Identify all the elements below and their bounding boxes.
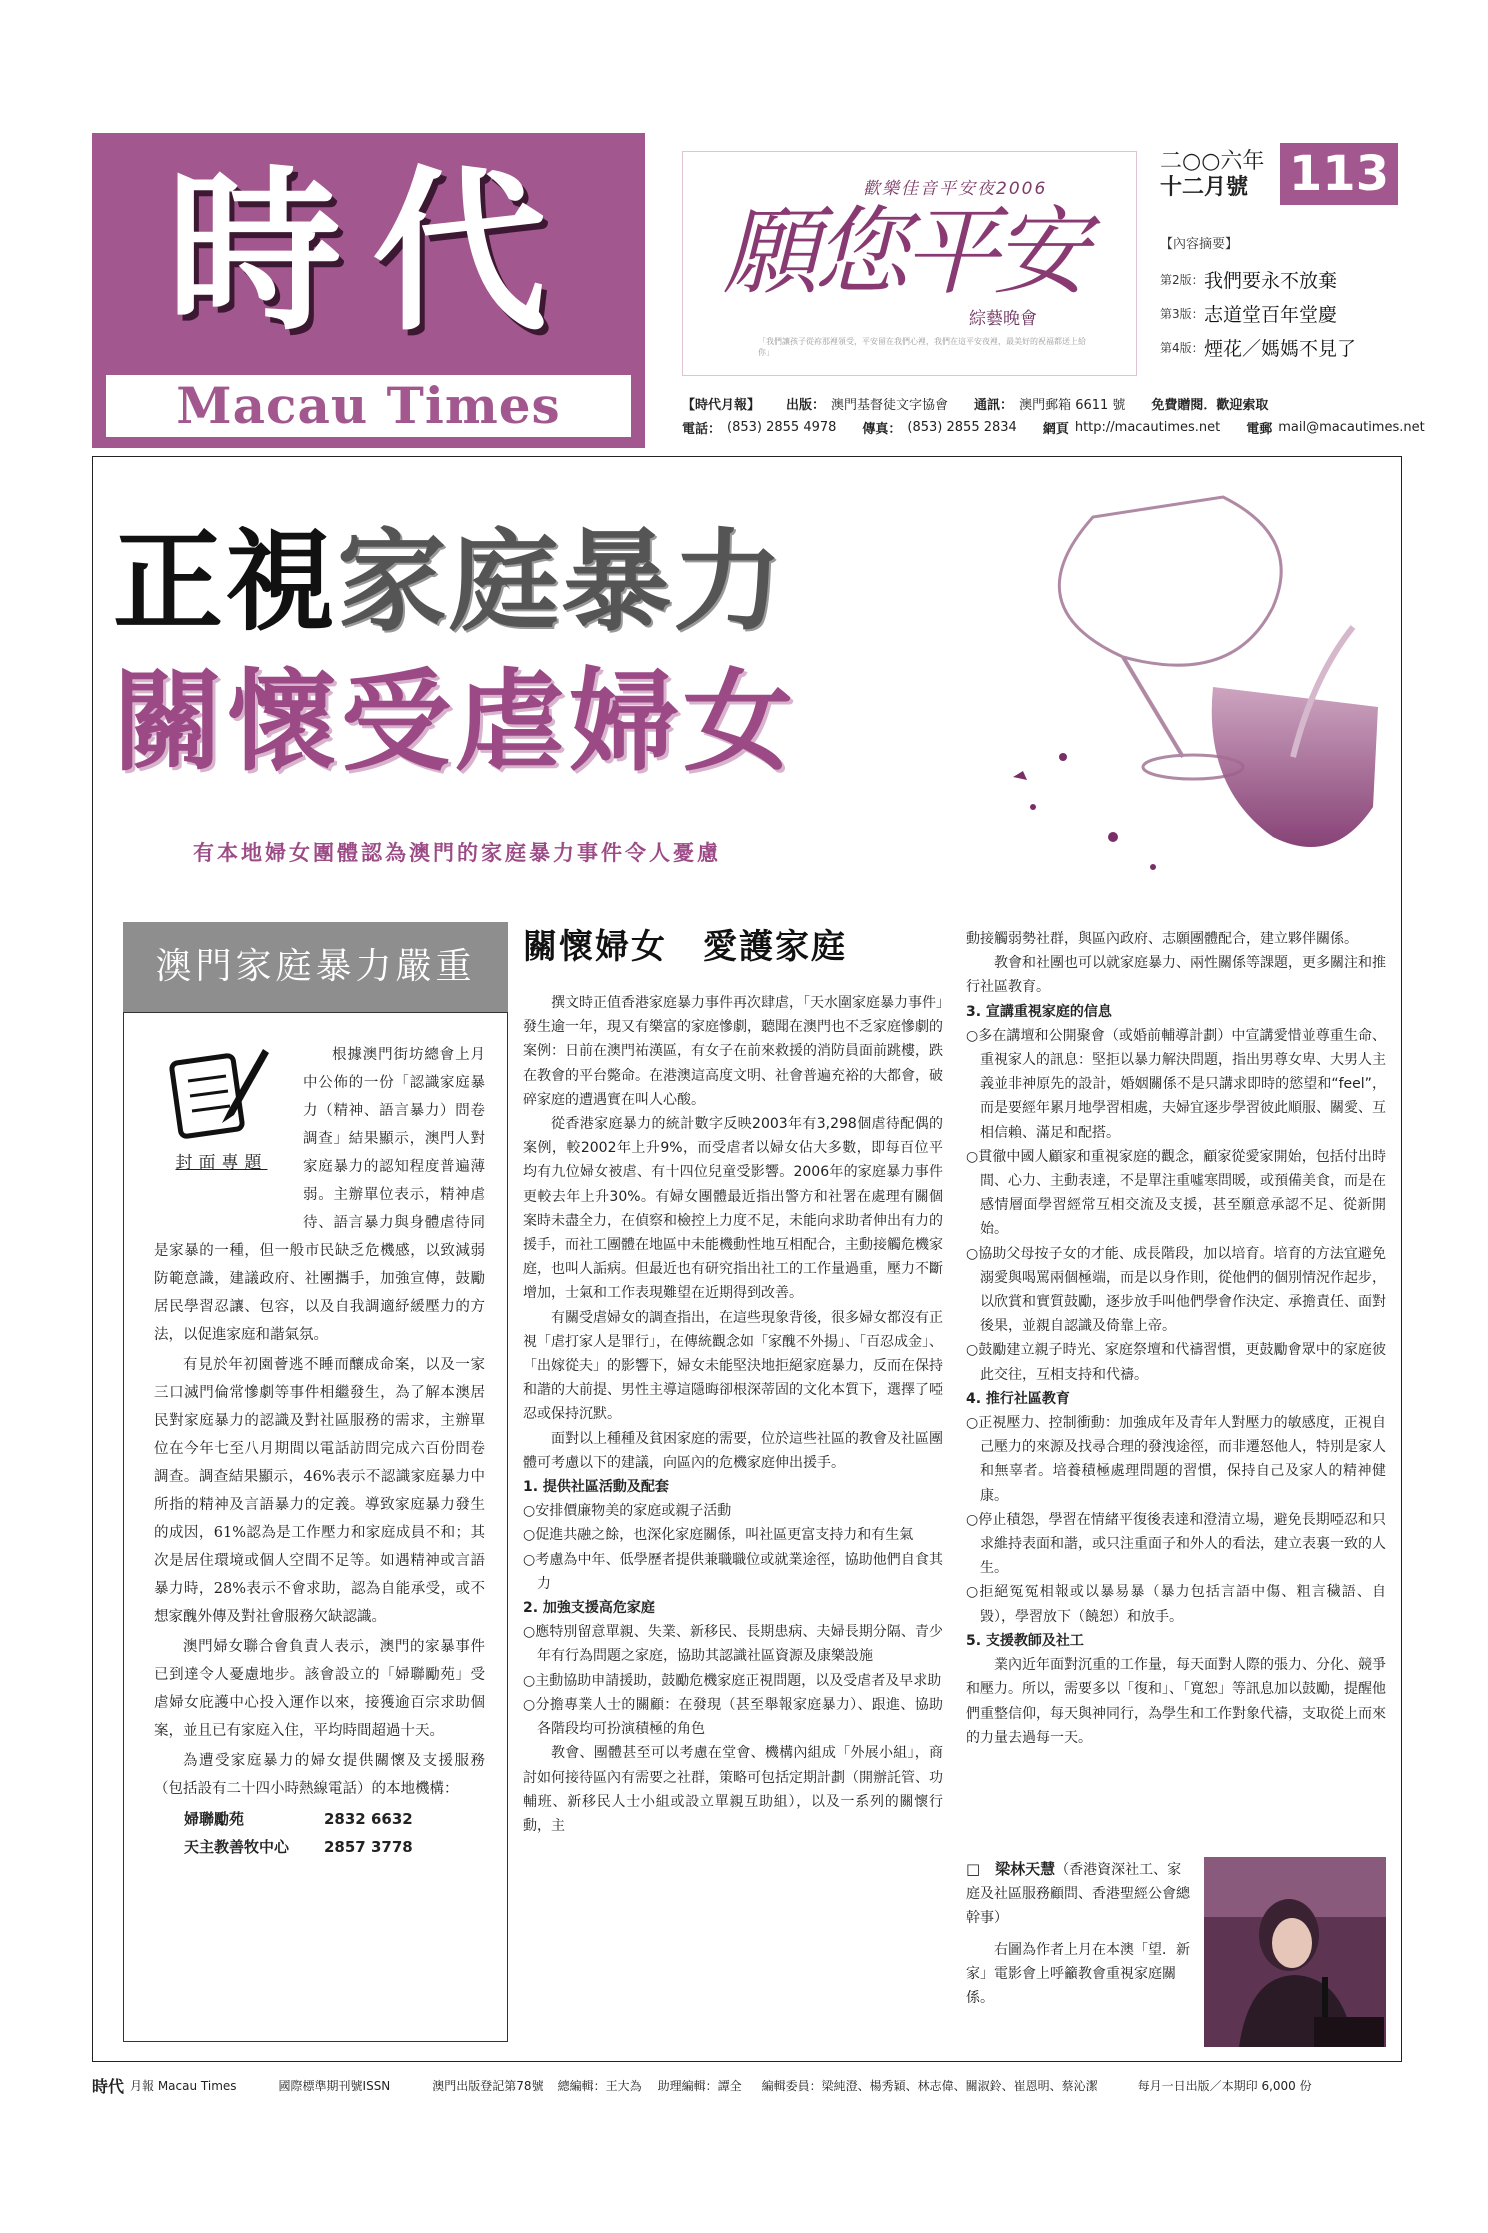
- web-link[interactable]: http://macautimes.net: [1074, 419, 1221, 435]
- list-item: ○協助父母按子女的才能、成長階段，加以培育。培育的方法宜避免溺愛與喝罵兩個極端，而是以身作則，從他們的個別情況作起步，以欣賞和實質鼓勵，逐步放手叫他們學會作決定、承擔責任、面對後果，並親自認識及倚靠上帝。: [966, 1245, 1386, 1335]
- banner-event-name: 歡樂佳音平安夜2006: [863, 179, 1048, 199]
- list-item: ○促進共融之餘，也深化家庭關係，叫社區更富支持力和有生氣: [523, 1527, 914, 1544]
- banner-title: 願您平安: [723, 196, 1083, 308]
- publisher: 澳門基督徒文字協會: [831, 397, 949, 413]
- web-label: 網頁: [1042, 421, 1069, 437]
- email-label: 電郵: [1246, 421, 1273, 437]
- article-paragraph: 動接觸弱勢社群，與區內政府、志願團體配合，建立夥伴關係。: [966, 931, 1358, 947]
- banner-fine-print: 「我們讓孩子從祢那裡領受，平安留在我們心裡，我們在這平安夜裡，最美好的祝福都送上給你」: [758, 337, 1086, 357]
- sidebar-paragraph: 澳門婦女聯合會負責人表示，澳門的家暴事件已到達令人憂慮地步。該會設立的「婦聯勵苑」受虐婦女庇護中心投入運作以來，接獲逾百宗求助個案，並且已有家庭入住，平均時間超過十天。: [154, 1639, 485, 1739]
- list-item: ○主動協助申請援助，鼓勵危機家庭正視問題，以及受虐者及早求助: [523, 1672, 942, 1689]
- sidebar-header: [123, 922, 508, 1012]
- main-frame: [92, 456, 1402, 2062]
- footer-registration: 澳門出版登記第78號: [432, 2078, 544, 2093]
- service-row: [154, 1805, 485, 1833]
- fax-number: (853) 2855 2834: [907, 419, 1017, 435]
- logo-english: Macau Times: [176, 376, 561, 435]
- author-name: □ 梁林天慧: [966, 1860, 1056, 1878]
- article-column-2: [966, 927, 1386, 2057]
- article-title: 關懷婦女 愛護家庭: [523, 927, 847, 967]
- feature-label: 封面專題: [175, 1153, 268, 1173]
- toc-page: 第3版：: [1160, 306, 1204, 321]
- logo-box: [92, 133, 645, 448]
- toc-page: 第4版：: [1160, 340, 1204, 355]
- service-phone: 2832 6632: [324, 1810, 413, 1828]
- footer-paper: 月報 Macau Times: [130, 2078, 237, 2093]
- toc-page: 第2版：: [1160, 272, 1204, 287]
- section-heading: 5. 支援教師及社工: [966, 1632, 1084, 1649]
- list-item: ○貫徹中國人顧家和重視家庭的觀念，顧家從愛家開始，包括付出時間、心力、主動表達，不是單注重噓寒問暖，或預備美食，而是在感情層面學習經常互相交流及支援，甚至願意承認不足、從新開始。: [966, 1148, 1386, 1238]
- mail-address: 澳門郵箱 6611 號: [1019, 397, 1126, 413]
- contents-summary: [1160, 233, 1400, 364]
- contents-heading: 【內容摘要】: [1160, 237, 1239, 252]
- author-box: [966, 1857, 1191, 2010]
- fax-label: 傳真：: [862, 421, 902, 437]
- wine-glass-illustration: [973, 457, 1393, 897]
- footer-issn: 國際標準期刊號ISSN: [278, 2078, 391, 2093]
- article-paragraph: 撰文時正值香港家庭暴力事件再次肆虐，「天水圍家庭暴力事件」發生逾一年，現又有樂富的家庭慘劇，聽聞在澳門也不乏家庭慘劇的案例：日前在澳門祐漢區，有女子在前來救援的消防員面前跳樓，跌在教會的平台斃命。在港澳這高度文明、社會普遍充裕的大都會，破碎家庭的遭遇實在叫人心酸。: [523, 995, 943, 1108]
- footer: [92, 2072, 1402, 2098]
- author-photo: [1204, 1857, 1386, 2047]
- service-name: 天主教善牧中心: [184, 1838, 290, 1856]
- issue-date: [1160, 149, 1280, 201]
- toc-item: [1160, 262, 1400, 296]
- author-bio: （香港資深社工、家庭及社區服務顧問、香港聖經公會總幹事）: [966, 1862, 1190, 1926]
- article-column-1: [523, 917, 943, 2057]
- list-item: ○安排價廉物美的家庭或親子活動: [523, 1503, 732, 1520]
- footer-committee: 編輯委員：梁純澄、楊秀穎、林志偉、關淑鈴、崔恩明、蔡沁潔: [761, 2078, 1098, 2093]
- sidebar-title: 澳門家庭暴力嚴重: [155, 946, 476, 987]
- toc-item: [1160, 330, 1400, 364]
- issue-number-box: [1280, 143, 1398, 205]
- headline-line-1b: 家庭暴力: [337, 518, 785, 646]
- publisher-label: 出版：: [786, 397, 826, 413]
- section-heading: 3. 宣講重視家庭的信息: [966, 1003, 1112, 1020]
- headline-line-1: [113, 517, 785, 647]
- headline-area: [113, 457, 1383, 897]
- tel-number: (853) 2855 4978: [727, 419, 837, 435]
- footer-editor: 總編輯：王大為: [557, 2078, 642, 2093]
- article-paragraph: 有關受虐婦女的調查指出，在這些現象背後，很多婦女都沒有正視「虐打家人是罪行」，在傳統觀念如「家醜不外揚」、「百忍成金」、「出嫁從夫」的影響下，婦女未能堅決地拒絕家庭暴力，反而在保持和諧的大前提、男性主導這隱晦卻根深蒂固的文化本質下，選擇了啞忍或保持沉默。: [523, 1309, 943, 1423]
- mail-label: 通訊：: [974, 397, 1014, 413]
- section-heading: 4. 推行社區教育: [966, 1390, 1070, 1407]
- toc-title: 煙花／媽媽不見了: [1204, 337, 1357, 360]
- publication-info: [682, 391, 1425, 441]
- headline-line-2: 關懷受虐婦女: [113, 658, 797, 786]
- article-paragraph: 面對以上種種及貧困家庭的需要，位於這些社區的教會及社區團體可考慮以下的建議，向區內的危機家庭伸出援手。: [523, 1430, 943, 1471]
- feature-icon-block: [154, 1041, 289, 1221]
- section-heading: 1. 提供社區活動及配套: [523, 1479, 669, 1496]
- sidebar-paragraph: 根據澳門街坊總會上月中公佈的一份「認識家庭暴力（精神、語言暴力）問卷調查」結果顯示，澳門人對家庭暴力的認知程度普遍薄弱。主辦單位表示，精神虐待、語言暴力與身體虐待同是家暴的一種，但一般市民缺乏危機感，以致減弱防範意識，建議政府、社團攜手，加強宣傳，鼓勵居民學習忍讓、包容，以及自我調適紓緩壓力的方法，以促進家庭和諧氣氛。: [154, 1047, 485, 1343]
- service-phone: 2857 3778: [324, 1838, 413, 1856]
- article-paragraph: 教會、團體甚至可以考慮在堂會、機構內組成「外展小組」，商討如何接待區內有需要之社群，策略可包括定期計劃（開辦託管、功輔班、新移民人士小組或設立單親互助組），以及一系列的關懷行動，主: [523, 1745, 943, 1834]
- list-item: ○分擔專業人士的關顧：在發現（甚至舉報家庭暴力）、跟進、協助各階段均可扮演積極的角色: [523, 1696, 943, 1738]
- list-item: ○應特別留意單親、失業、新移民、長期患病、夫婦長期分隔、青少年有行為問題之家庭，協助其認識社區資源及康樂設施: [523, 1624, 943, 1665]
- photo-caption: 右圖為作者上月在本澳「望．新家」電影會上呼籲教會重視家庭關係。: [966, 1942, 1190, 2006]
- list-item: ○拒絕冤冤相報或以暴易暴（暴力包括言語中傷、粗言穢語、自毀），學習放下（饒恕）和放手。: [966, 1584, 1386, 1625]
- notebook-pen-icon: [168, 1041, 278, 1141]
- article-paragraph: 教會和社團也可以就家庭暴力、兩性關係等課題，更多關注和推行社區教育。: [966, 955, 1386, 996]
- sidebar-body: [123, 1012, 508, 2042]
- article-body-continued: [966, 927, 1386, 1750]
- list-item: ○多在講壇和公開聚會（或婚前輔導計劃）中宣講愛惜並尊重生命、重視家人的訊息：堅拒以暴力解決問題，指出男尊女卑、大男人主義並非神原先的設計，婚姻關係不是只講求即時的慾望和“feel”，而是要經年累月地學習相處，夫婦宜逐步學習彼此順服、關愛、互相信賴、滿足和配搭。: [966, 1027, 1386, 1141]
- info-row-1: [682, 391, 1402, 415]
- issue-month: 十二月號: [1160, 175, 1249, 200]
- sidebar-paragraph: 有見於年初園薈逃不睡而釀成命案，以及一家三口滅門倫常慘劇等事件相繼發生，為了解本澳居民對家庭暴力的認識及對社區服務的需求，主辦單位在今年七至八月期間以電話訪問完成六百份問卷調查。調查結果顯示，46%表示不認識家庭暴力中所指的精神及言語暴力的定義。導致家庭暴力發生的成因，61%認為是工作壓力和家庭成員不和；其次是居住環境或個人空間不足等。如遇精神或言語暴力時，28%表示不會求助，認為自能承受，或不想家醜外傳及對社會服務欠缺認識。: [154, 1357, 485, 1625]
- email-link[interactable]: mail@macautimes.net: [1278, 419, 1425, 435]
- tel-label: 電話：: [682, 421, 722, 437]
- list-item: ○停止積怨，學習在情緒平復後表達和澄清立場，避免長期啞忍和只求維持表面和諧，或只注重面子和外人的看法，建立表裏一致的人生。: [966, 1511, 1386, 1577]
- free-copy-note: 免費贈閱．歡迎索取: [1151, 397, 1269, 413]
- toc-item: [1160, 296, 1400, 330]
- article-paragraph: 從香港家庭暴力的統計數字反映2003年有3,298個虐待配偶的案例，較2002年上升9%，而受虐者以婦女佔大多數，即每百位平均有九位婦女被虐、有十四位兒童受影響。2006年的家庭暴力事件更較去年上升30%。有婦女團體最近指出警方和社署在處理有關個案時未盡全力，在偵察和檢控上力度不足，未能向求助者伸出有力的援手，而社工團體在地區中未能機動性地互相配合，主動接觸危機家庭，也叫人詬病。但最近也有研究指出社工的工作量過重，壓力不斷增加，士氣和工作表現難望在近期得到改善。: [523, 1116, 943, 1302]
- headline-line-1a: 正視: [113, 518, 337, 646]
- article-body: [523, 991, 943, 1838]
- issue-number: 113: [1288, 146, 1390, 202]
- banner-subtitle: 綜藝晚會: [969, 309, 1037, 329]
- toc-title: 我們要永不放棄: [1204, 269, 1338, 292]
- logo-chinese: 時代: [167, 150, 577, 355]
- list-item: ○考慮為中年、低學歷者提供兼職職位或就業途徑，協助他們自食其力: [523, 1551, 943, 1592]
- list-item: ○鼓勵建立親子時光、家庭祭壇和代禱習慣，更鼓勵會眾中的家庭彼此交往，互相支持和代禱。: [966, 1342, 1386, 1383]
- info-row-2: [682, 415, 1425, 439]
- footer-logo: 時代: [92, 2076, 125, 2096]
- service-row: [154, 1833, 485, 1861]
- sidebar-column: [123, 922, 508, 2042]
- toc-title: 志道堂百年堂慶: [1204, 303, 1338, 326]
- list-item: ○正視壓力、控制衝動：加強成年及青年人對壓力的敏感度，正視自己壓力的來源及找尋合理的發洩途徑，而非遷怒他人，特別是家人和無辜者。培養積極處理問題的習慣，保持自己及家人的精神健康。: [966, 1415, 1386, 1504]
- masthead: [92, 133, 1425, 448]
- footer-circulation: 每月一日出版／本期印 6,000 份: [1137, 2078, 1312, 2093]
- sidebar-paragraph: 為遭受家庭暴力的婦女提供關懷及支援服務（包括設有二十四小時熱線電話）的本地機構：: [154, 1753, 485, 1797]
- section-heading: 2. 加強支援高危家庭: [523, 1600, 655, 1617]
- service-name: 婦聯勵苑: [184, 1810, 245, 1828]
- issue-year: 二○○六年: [1160, 149, 1265, 174]
- paper-name: 【時代月報】: [682, 397, 761, 413]
- article-paragraph: 業內近年面對沉重的工作量，每天面對人際的張力、分化、競爭和壓力。所以，需要多以「復和」、「寬恕」等訊息加以鼓勵，提醒他們重整信仰，每天與神同行，為學生和工作對象代禱，支取從上而來的力量去過每一天。: [966, 1657, 1386, 1746]
- headline-dek: 有本地婦女團體認為澳門的家庭暴力事件令人憂慮: [193, 840, 721, 865]
- logo-english-band: [106, 375, 631, 437]
- footer-assistant: 助理編輯：譚全: [657, 2078, 742, 2093]
- event-banner: [682, 151, 1137, 376]
